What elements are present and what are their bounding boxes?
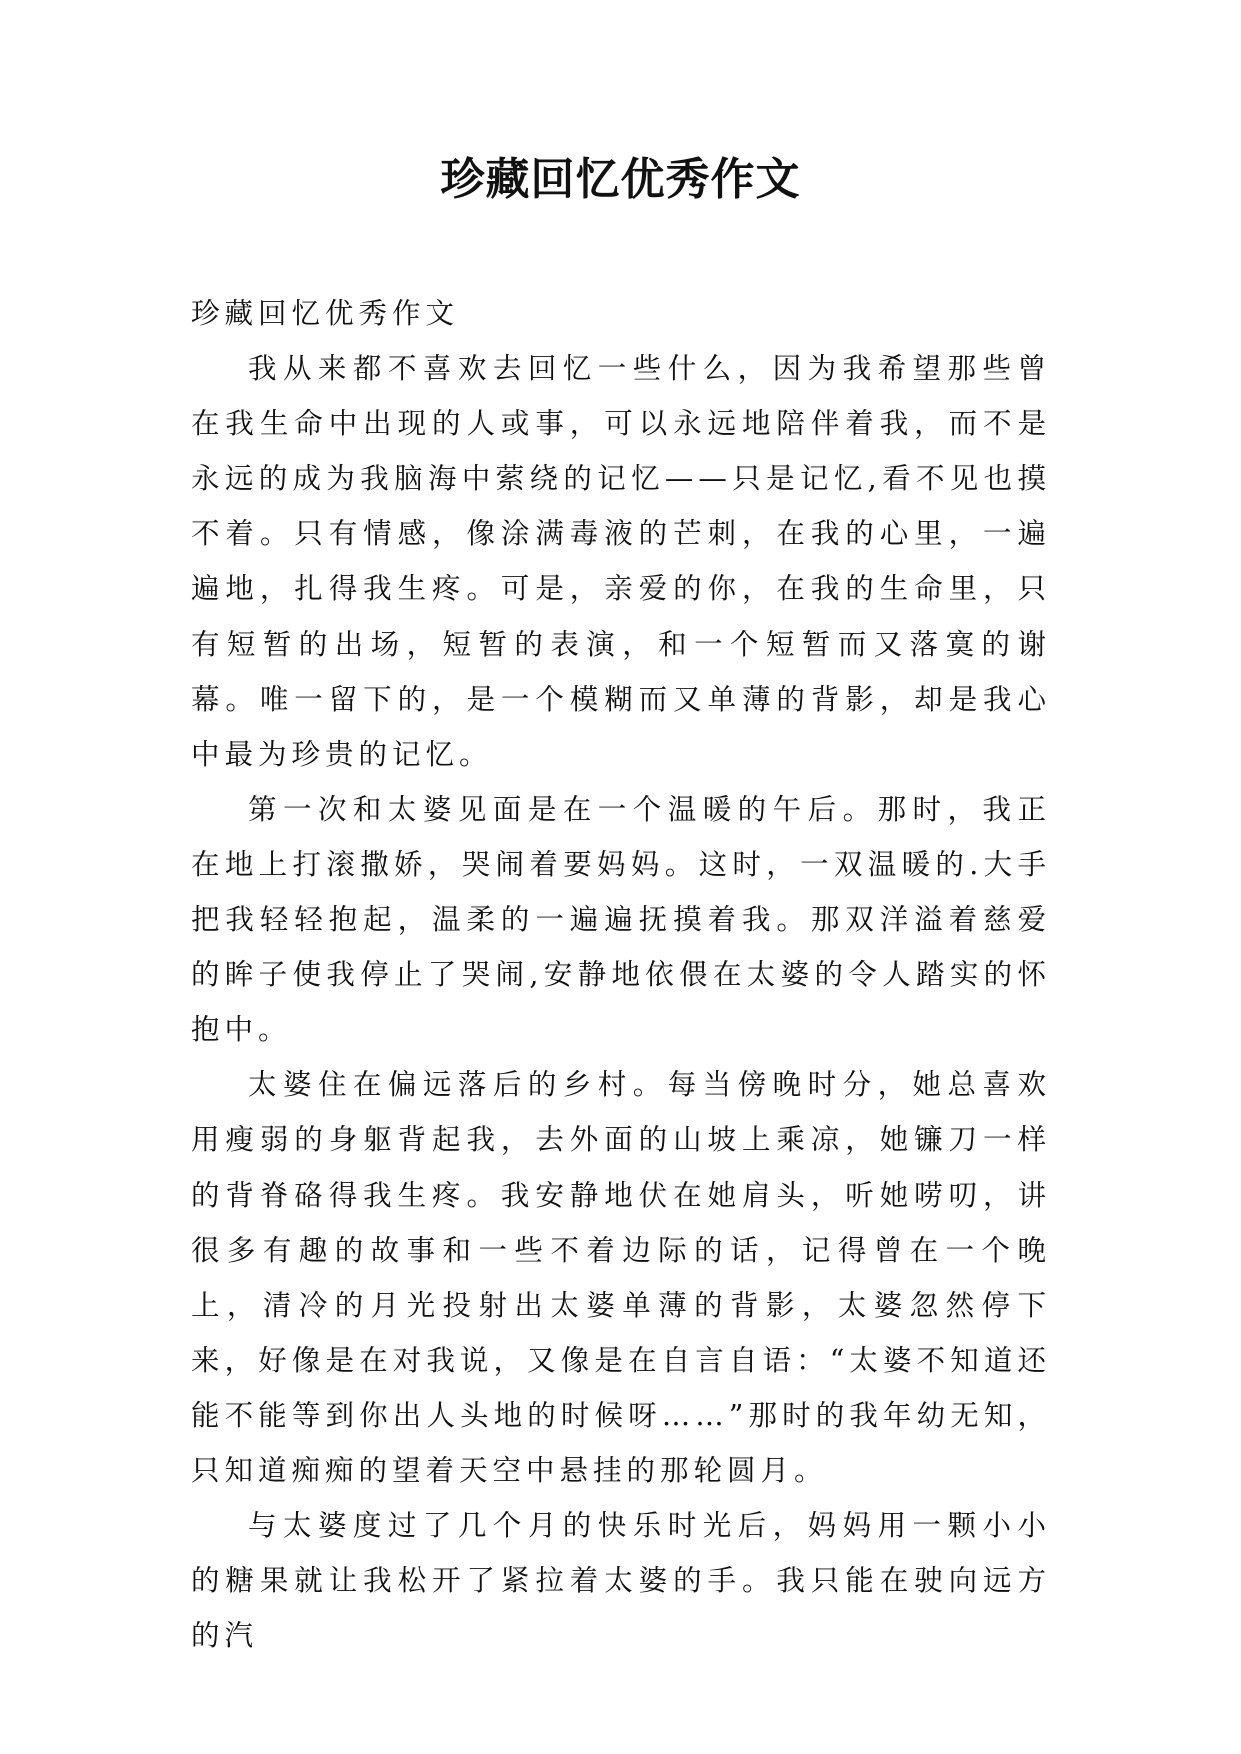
- document-title: 珍藏回忆优秀作文: [440, 154, 801, 205]
- paragraph-2: 第一次和太婆见面是在一个温暖的午后。那时，我正在地上打滚撒娇，哭闹着要妈妈。这时，一双温暖的.大手把我轻轻抱起，温柔的一遍遍抚摸着我。那双洋溢着慈爱的眸子使我停止了哭闹,安静地依偎在太婆的令人踏实的怀抱中。: [191, 792, 1051, 1047]
- document-body: [191, 286, 1051, 1663]
- paragraph-1: 我从来都不喜欢去回忆一些什么，因为我希望那些曾在我生命中出现的人或事，可以永远地陪伴着我，而不是永远的成为我脑海中萦绕的记忆——只是记忆,看不见也摸不着。只有情感，像涂满毒液的芒刺，在我的心里，一遍遍地，扎得我生疼。可是，亲爱的你，在我的生命里，只有短暂的出场，短暂的表演，和一个短暂而又落寞的谢幕。唯一留下的，是一个模糊而又单薄的背影，却是我心中最为珍贵的记忆。: [191, 352, 1051, 771]
- paragraph-4: 与太婆度过了几个月的快乐时光后，妈妈用一颗小小的糖果就让我松开了紧拉着太婆的手。我只能在驶向远方的汽: [191, 1509, 1051, 1653]
- document-subtitle: 珍藏回忆优秀作文: [191, 297, 460, 330]
- paragraph-3: 太婆住在偏远落后的乡村。每当傍晚时分，她总喜欢用瘦弱的身躯背起我，去外面的山坡上乘凉，她镰刀一样的背脊硌得我生疼。我安静地伏在她肩头，听她唠叨，讲很多有趣的故事和一些不着边际的话，记得曾在一个晚上，清冷的月光投射出太婆单薄的背影，太婆忽然停下来，好像是在对我说，又像是在自言自语：“太婆不知道还能不能等到你出人头地的时候呀……”那时的我年幼无知，只知道痴痴的望着天空中悬挂的那轮圆月。: [191, 1068, 1051, 1487]
